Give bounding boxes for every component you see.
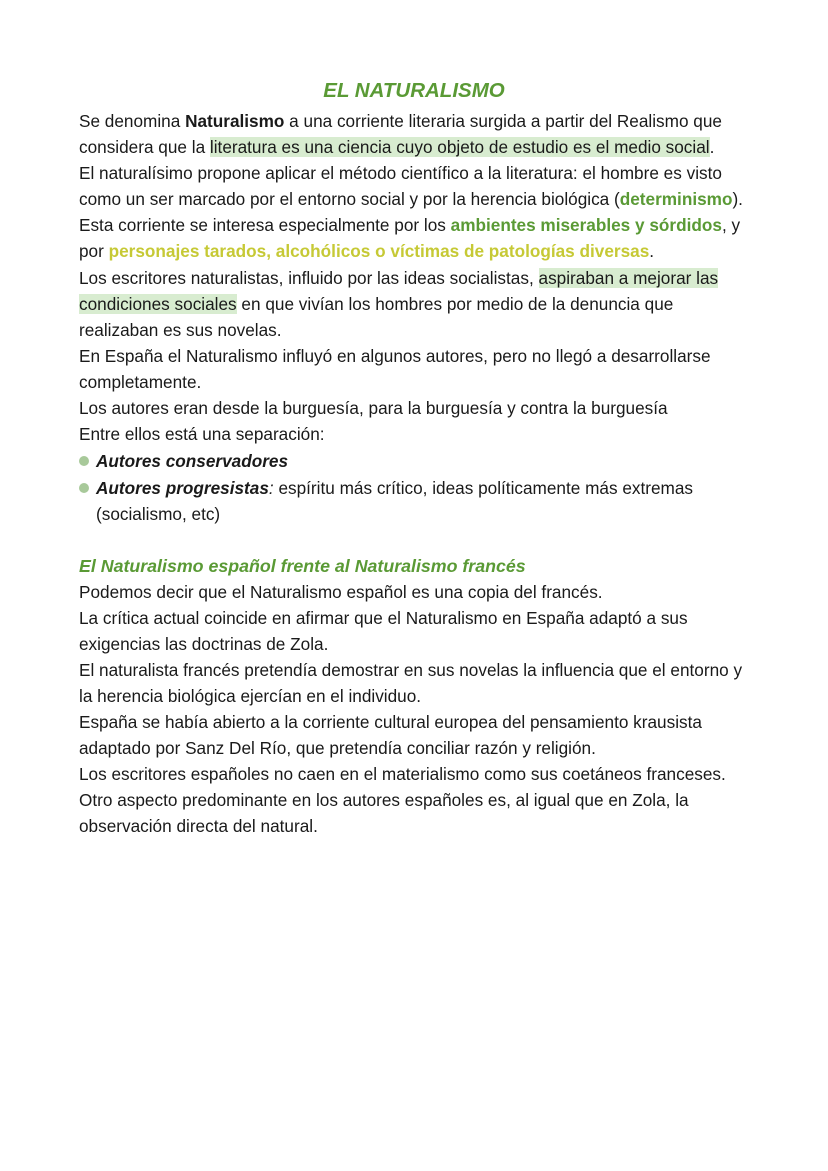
paragraph-escritores bbox=[79, 265, 749, 343]
text-span: , y por bbox=[79, 215, 741, 262]
authors-list bbox=[79, 448, 749, 527]
bullet-conservadores: Autores conservadores bbox=[96, 451, 288, 472]
paragraph-krausista: España se había abierto a la corriente cultural europea del pensamiento krausista adaptado por Sanz Del Río, que pretendía conciliar razón y religión. bbox=[79, 712, 702, 759]
text-span: Los escritores naturalistas, influido por las ideas socialistas, bbox=[79, 267, 539, 288]
highlight-aspiraban: aspiraban a mejorar las condiciones sociales bbox=[79, 267, 719, 314]
text-span: . bbox=[649, 241, 655, 262]
text-span: Se denomina bbox=[79, 111, 186, 131]
paragraph-materialismo: Los escritores españoles no caen en el materialismo como sus coetáneos franceses. bbox=[79, 764, 726, 785]
bullet-colon: : bbox=[268, 478, 274, 499]
text-span: a una corriente literaria surgida a partir del Realismo que considera que la bbox=[79, 111, 722, 158]
highlight-literatura-ciencia: literatura es una ciencia cuyo objeto de estudio es el medio social bbox=[209, 137, 710, 158]
paragraph-metodo bbox=[79, 160, 749, 212]
paragraph-definition bbox=[79, 108, 749, 160]
term-ambientes: ambientes miserables y sórdidos bbox=[450, 215, 722, 236]
text-span: El naturalísimo propone aplicar el método científico a la literatura: el hombre es visto como un ser marcado por el entorno social y por la herencia biológica ( bbox=[79, 163, 722, 210]
list-item bbox=[79, 475, 749, 527]
text-span: Esta corriente se interesa especialmente por los bbox=[79, 215, 451, 236]
bullet-icon bbox=[79, 456, 89, 466]
paragraph-separacion: Entre ellos está una separación: bbox=[79, 424, 325, 445]
list-item bbox=[79, 448, 749, 474]
text-span: en que vivían los hombres por medio de la denuncia que realizaban es sus novelas. bbox=[79, 293, 674, 340]
paragraph-espana: En España el Naturalismo influyó en algunos autores, pero no llegó a desarrollarse completamente. bbox=[79, 345, 711, 392]
paragraph-critica: La crítica actual coincide en afirmar que el Naturalismo en España adaptó a sus exigencias las doctrinas de Zola. bbox=[79, 607, 688, 654]
bullet-progresistas: Autores progresistas bbox=[96, 478, 269, 499]
paragraph-observacion: Otro aspecto predominante en los autores españoles es, al igual que en Zola, la observación directa del natural. bbox=[79, 790, 689, 837]
paragraph-copia: Podemos decir que el Naturalismo español es una copia del francés. bbox=[79, 581, 603, 602]
term-personajes: personajes tarados, alcohólicos o víctimas de patologías diversas bbox=[108, 241, 650, 262]
paragraph-ambientes bbox=[79, 212, 749, 264]
document-title: EL NATURALISMO bbox=[323, 79, 505, 102]
paragraph-burguesia: Los autores eran desde la burguesía, para la burguesía y contra la burguesía bbox=[79, 398, 668, 419]
text-span: . bbox=[709, 137, 715, 158]
text-span: ). bbox=[732, 189, 743, 210]
term-determinismo: determinismo bbox=[619, 189, 733, 210]
bullet-description: espíritu más crítico, ideas políticamente más extremas (socialismo, etc) bbox=[96, 478, 694, 525]
document-page bbox=[79, 74, 749, 840]
section-heading: El Naturalismo español frente al Naturalismo francés bbox=[79, 555, 526, 576]
paragraph-frances: El naturalista francés pretendía demostrar en sus novelas la influencia que el entorno y la herencia biológica ejercían en el individuo. bbox=[79, 659, 743, 706]
bullet-icon bbox=[79, 483, 89, 493]
term-naturalismo: Naturalismo bbox=[185, 111, 285, 131]
